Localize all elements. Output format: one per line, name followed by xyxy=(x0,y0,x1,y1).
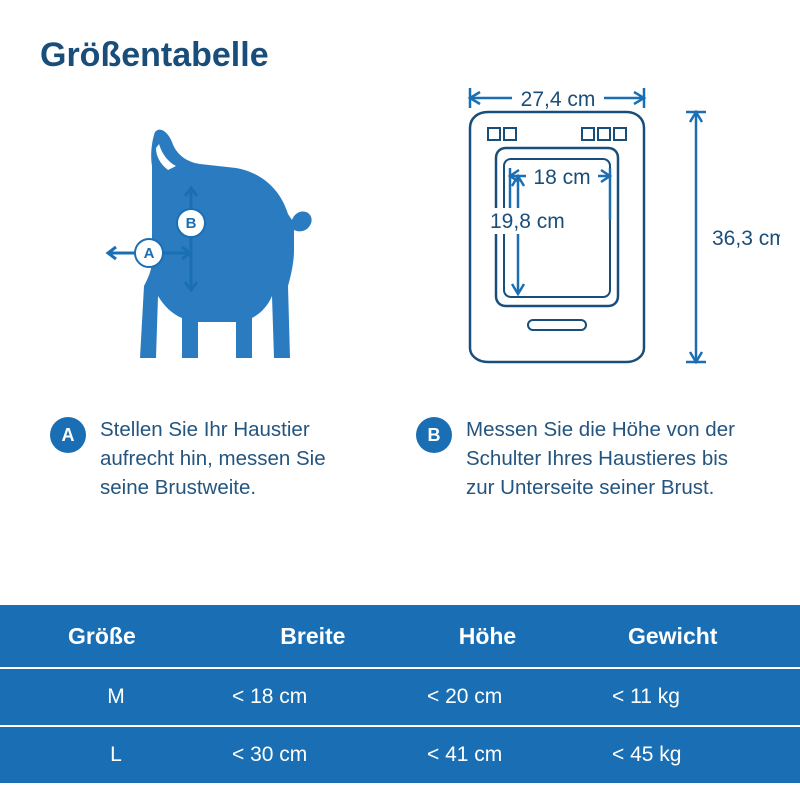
table-row xyxy=(0,667,800,725)
legend-badge-a: A xyxy=(50,417,86,453)
legend-text-b: Messen Sie die Höhe von der Schulter Ihres Haustieres bis zur Unterseite seiner Brust. xyxy=(466,418,735,500)
inner-height-label: 19,8 cm xyxy=(490,210,565,233)
legend xyxy=(50,415,760,502)
cell-height: < 41 cm xyxy=(427,743,503,766)
badge-b: B xyxy=(176,208,206,238)
page-title: Größentabelle xyxy=(40,36,269,74)
outer-height-dimension xyxy=(686,112,706,362)
table-header-row xyxy=(0,605,800,667)
inner-width-label: 18 cm xyxy=(533,166,591,189)
table-header-size: Größe xyxy=(68,622,136,649)
cell-width: < 30 cm xyxy=(232,743,308,766)
cell-height: < 20 cm xyxy=(427,685,503,708)
badge-a: A xyxy=(134,238,164,268)
pet-flap-illustration xyxy=(430,80,780,390)
flap-diagram xyxy=(430,80,780,390)
outer-height-label: 36,3 cm xyxy=(712,227,780,250)
dog-silhouette-icon xyxy=(60,110,380,390)
outer-width-label: 27,4 cm xyxy=(520,88,596,111)
cell-width: < 18 cm xyxy=(232,685,308,708)
table-header-height: Höhe xyxy=(458,622,517,649)
flap-outer-frame xyxy=(470,112,644,362)
cell-weight: < 11 kg xyxy=(612,685,680,708)
cell-weight: < 45 kg xyxy=(612,743,682,766)
legend-text-a: Stellen Sie Ihr Haustier aufrecht hin, messen Sie seine Brustweite. xyxy=(100,418,326,500)
legend-badge-b: B xyxy=(416,417,452,453)
legend-item-a xyxy=(50,415,370,502)
dog-diagram xyxy=(60,110,380,390)
table-header-width: Breite xyxy=(280,622,346,649)
legend-item-b xyxy=(416,415,736,502)
table-row xyxy=(0,725,800,783)
size-table xyxy=(0,605,800,783)
cell-size: M xyxy=(107,685,125,708)
cell-size: L xyxy=(110,743,122,766)
table-header-weight: Gewicht xyxy=(627,622,718,649)
